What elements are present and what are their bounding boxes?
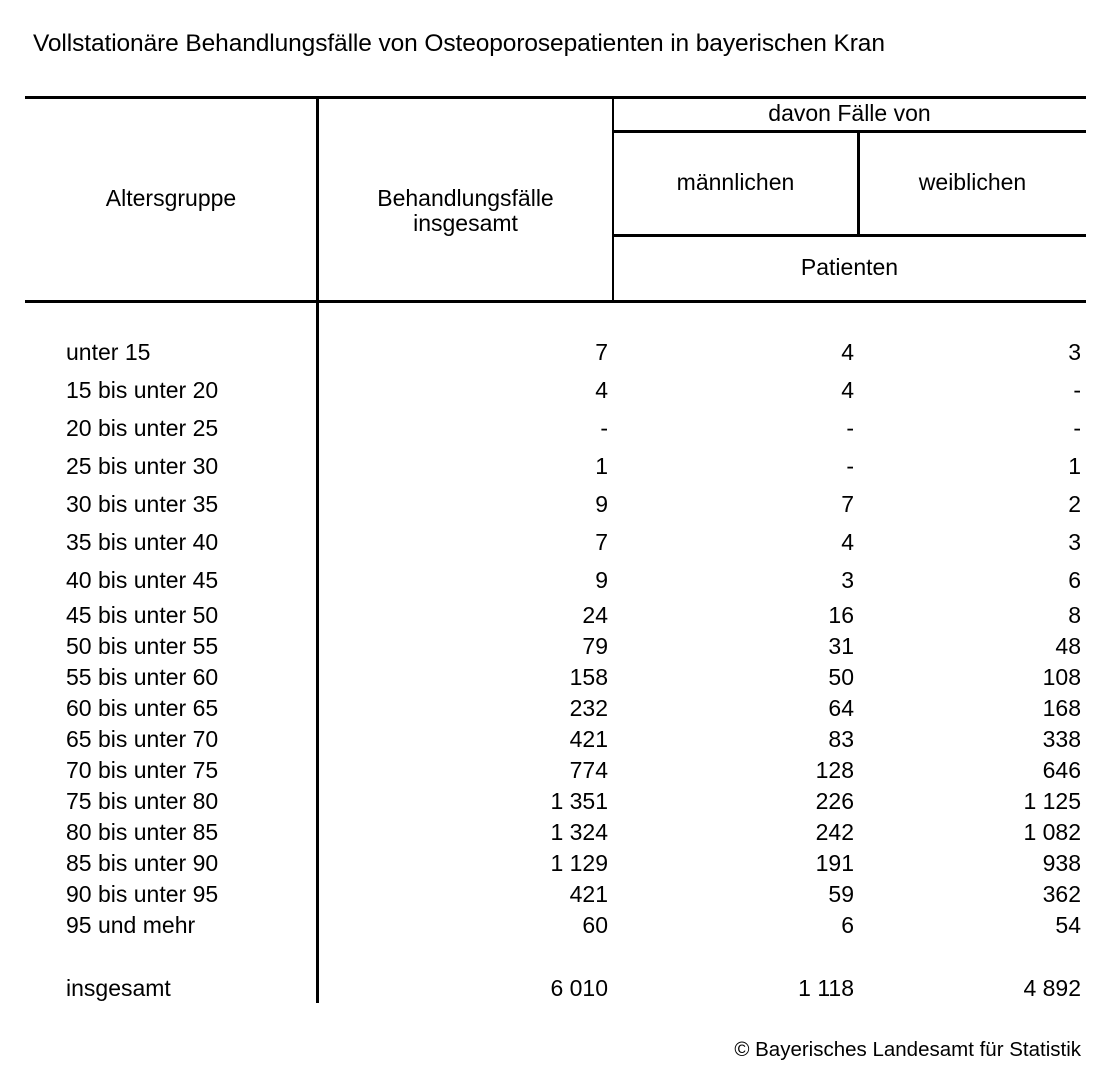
row-total: 158 bbox=[569, 664, 608, 690]
row-age-group: 80 bis unter 85 bbox=[66, 819, 219, 845]
header-total-line1: Behandlungsfälle bbox=[377, 185, 554, 211]
row-male: 64 bbox=[828, 695, 854, 721]
row-female: 168 bbox=[1042, 695, 1081, 721]
row-male: 50 bbox=[828, 664, 854, 690]
row-female: 3 bbox=[1068, 529, 1081, 555]
row-male: 4 bbox=[841, 339, 854, 365]
row-total: 1 324 bbox=[550, 819, 608, 845]
header-male: männlichen bbox=[676, 169, 795, 195]
row-male: - bbox=[846, 453, 854, 479]
header-davon: davon Fälle von bbox=[768, 100, 931, 126]
row-male: 3 bbox=[841, 567, 854, 593]
row-age-group: 70 bis unter 75 bbox=[66, 757, 219, 783]
row-age-group: 95 und mehr bbox=[66, 912, 196, 938]
row-age-group: 50 bis unter 55 bbox=[66, 633, 219, 659]
total-row-label: insgesamt bbox=[66, 975, 171, 1001]
total-row-female: 4 892 bbox=[1023, 975, 1081, 1001]
row-female: 3 bbox=[1068, 339, 1081, 365]
row-total: 4 bbox=[595, 377, 608, 403]
row-age-group: 35 bis unter 40 bbox=[66, 529, 219, 555]
row-total: 421 bbox=[569, 881, 608, 907]
total-row-male: 1 118 bbox=[798, 975, 854, 1001]
row-male: 242 bbox=[815, 819, 854, 845]
row-total: 1 bbox=[595, 453, 608, 479]
row-female: - bbox=[1073, 415, 1081, 441]
row-female: 938 bbox=[1042, 850, 1081, 876]
row-total: 60 bbox=[582, 912, 608, 938]
row-female: 362 bbox=[1042, 881, 1081, 907]
row-total: 7 bbox=[595, 339, 608, 365]
row-female: 2 bbox=[1068, 491, 1081, 517]
row-male: 7 bbox=[841, 491, 854, 517]
row-age-group: 75 bis unter 80 bbox=[66, 788, 219, 814]
row-age-group: 45 bis unter 50 bbox=[66, 602, 219, 628]
row-total: 1 129 bbox=[550, 850, 608, 876]
header-female: weiblichen bbox=[918, 169, 1027, 195]
row-total: - bbox=[600, 415, 608, 441]
total-row-total: 6 010 bbox=[550, 975, 608, 1001]
row-male: 16 bbox=[828, 602, 854, 628]
row-age-group: 60 bis unter 65 bbox=[66, 695, 219, 721]
row-male: 59 bbox=[828, 881, 854, 907]
row-male: 83 bbox=[828, 726, 854, 752]
row-male: 128 bbox=[815, 757, 854, 783]
row-total: 232 bbox=[569, 695, 608, 721]
row-female: 54 bbox=[1055, 912, 1081, 938]
row-age-group: 40 bis unter 45 bbox=[66, 567, 219, 593]
row-age-group: 30 bis unter 35 bbox=[66, 491, 219, 517]
row-total: 1 351 bbox=[550, 788, 608, 814]
row-age-group: 65 bis unter 70 bbox=[66, 726, 219, 752]
row-female: 48 bbox=[1055, 633, 1081, 659]
row-age-group: unter 15 bbox=[66, 339, 151, 365]
table-title: Vollstationäre Behandlungsfälle von Osteoporosepatienten in bayerischen Kran bbox=[33, 30, 885, 57]
row-female: 646 bbox=[1042, 757, 1081, 783]
header-patients: Patienten bbox=[800, 254, 899, 280]
row-male: 191 bbox=[815, 850, 854, 876]
row-male: 31 bbox=[828, 633, 854, 659]
davon-bottom-rule bbox=[613, 130, 1086, 133]
row-total: 421 bbox=[569, 726, 608, 752]
row-female: 108 bbox=[1042, 664, 1081, 690]
row-age-group: 20 bis unter 25 bbox=[66, 415, 219, 441]
row-total: 7 bbox=[595, 529, 608, 555]
gender-bottom-rule bbox=[613, 234, 1086, 237]
row-total: 774 bbox=[569, 757, 608, 783]
header-bottom-rule bbox=[25, 300, 1086, 303]
row-age-group: 15 bis unter 20 bbox=[66, 377, 219, 403]
row-age-group: 90 bis unter 95 bbox=[66, 881, 219, 907]
row-female: 1 125 bbox=[1023, 788, 1081, 814]
row-age-group: 85 bis unter 90 bbox=[66, 850, 219, 876]
row-total: 79 bbox=[582, 633, 608, 659]
row-female: 338 bbox=[1042, 726, 1081, 752]
row-female: 8 bbox=[1068, 602, 1081, 628]
row-male: 226 bbox=[815, 788, 854, 814]
row-female: 6 bbox=[1068, 567, 1081, 593]
row-female: - bbox=[1073, 377, 1081, 403]
copyright-footer: © Bayerisches Landesamt für Statistik bbox=[734, 1038, 1081, 1061]
row-male: 6 bbox=[841, 912, 854, 938]
row-total: 9 bbox=[595, 491, 608, 517]
row-male: 4 bbox=[841, 529, 854, 555]
row-female: 1 bbox=[1068, 453, 1081, 479]
row-age-group: 25 bis unter 30 bbox=[66, 453, 219, 479]
row-total: 9 bbox=[595, 567, 608, 593]
row-male: - bbox=[846, 415, 854, 441]
header-total-line2: insgesamt bbox=[413, 210, 518, 236]
header-age-group: Altersgruppe bbox=[105, 185, 237, 211]
row-total: 24 bbox=[582, 602, 608, 628]
row-male: 4 bbox=[841, 377, 854, 403]
header-total bbox=[318, 183, 613, 239]
row-female: 1 082 bbox=[1023, 819, 1081, 845]
row-age-group: 55 bis unter 60 bbox=[66, 664, 219, 690]
